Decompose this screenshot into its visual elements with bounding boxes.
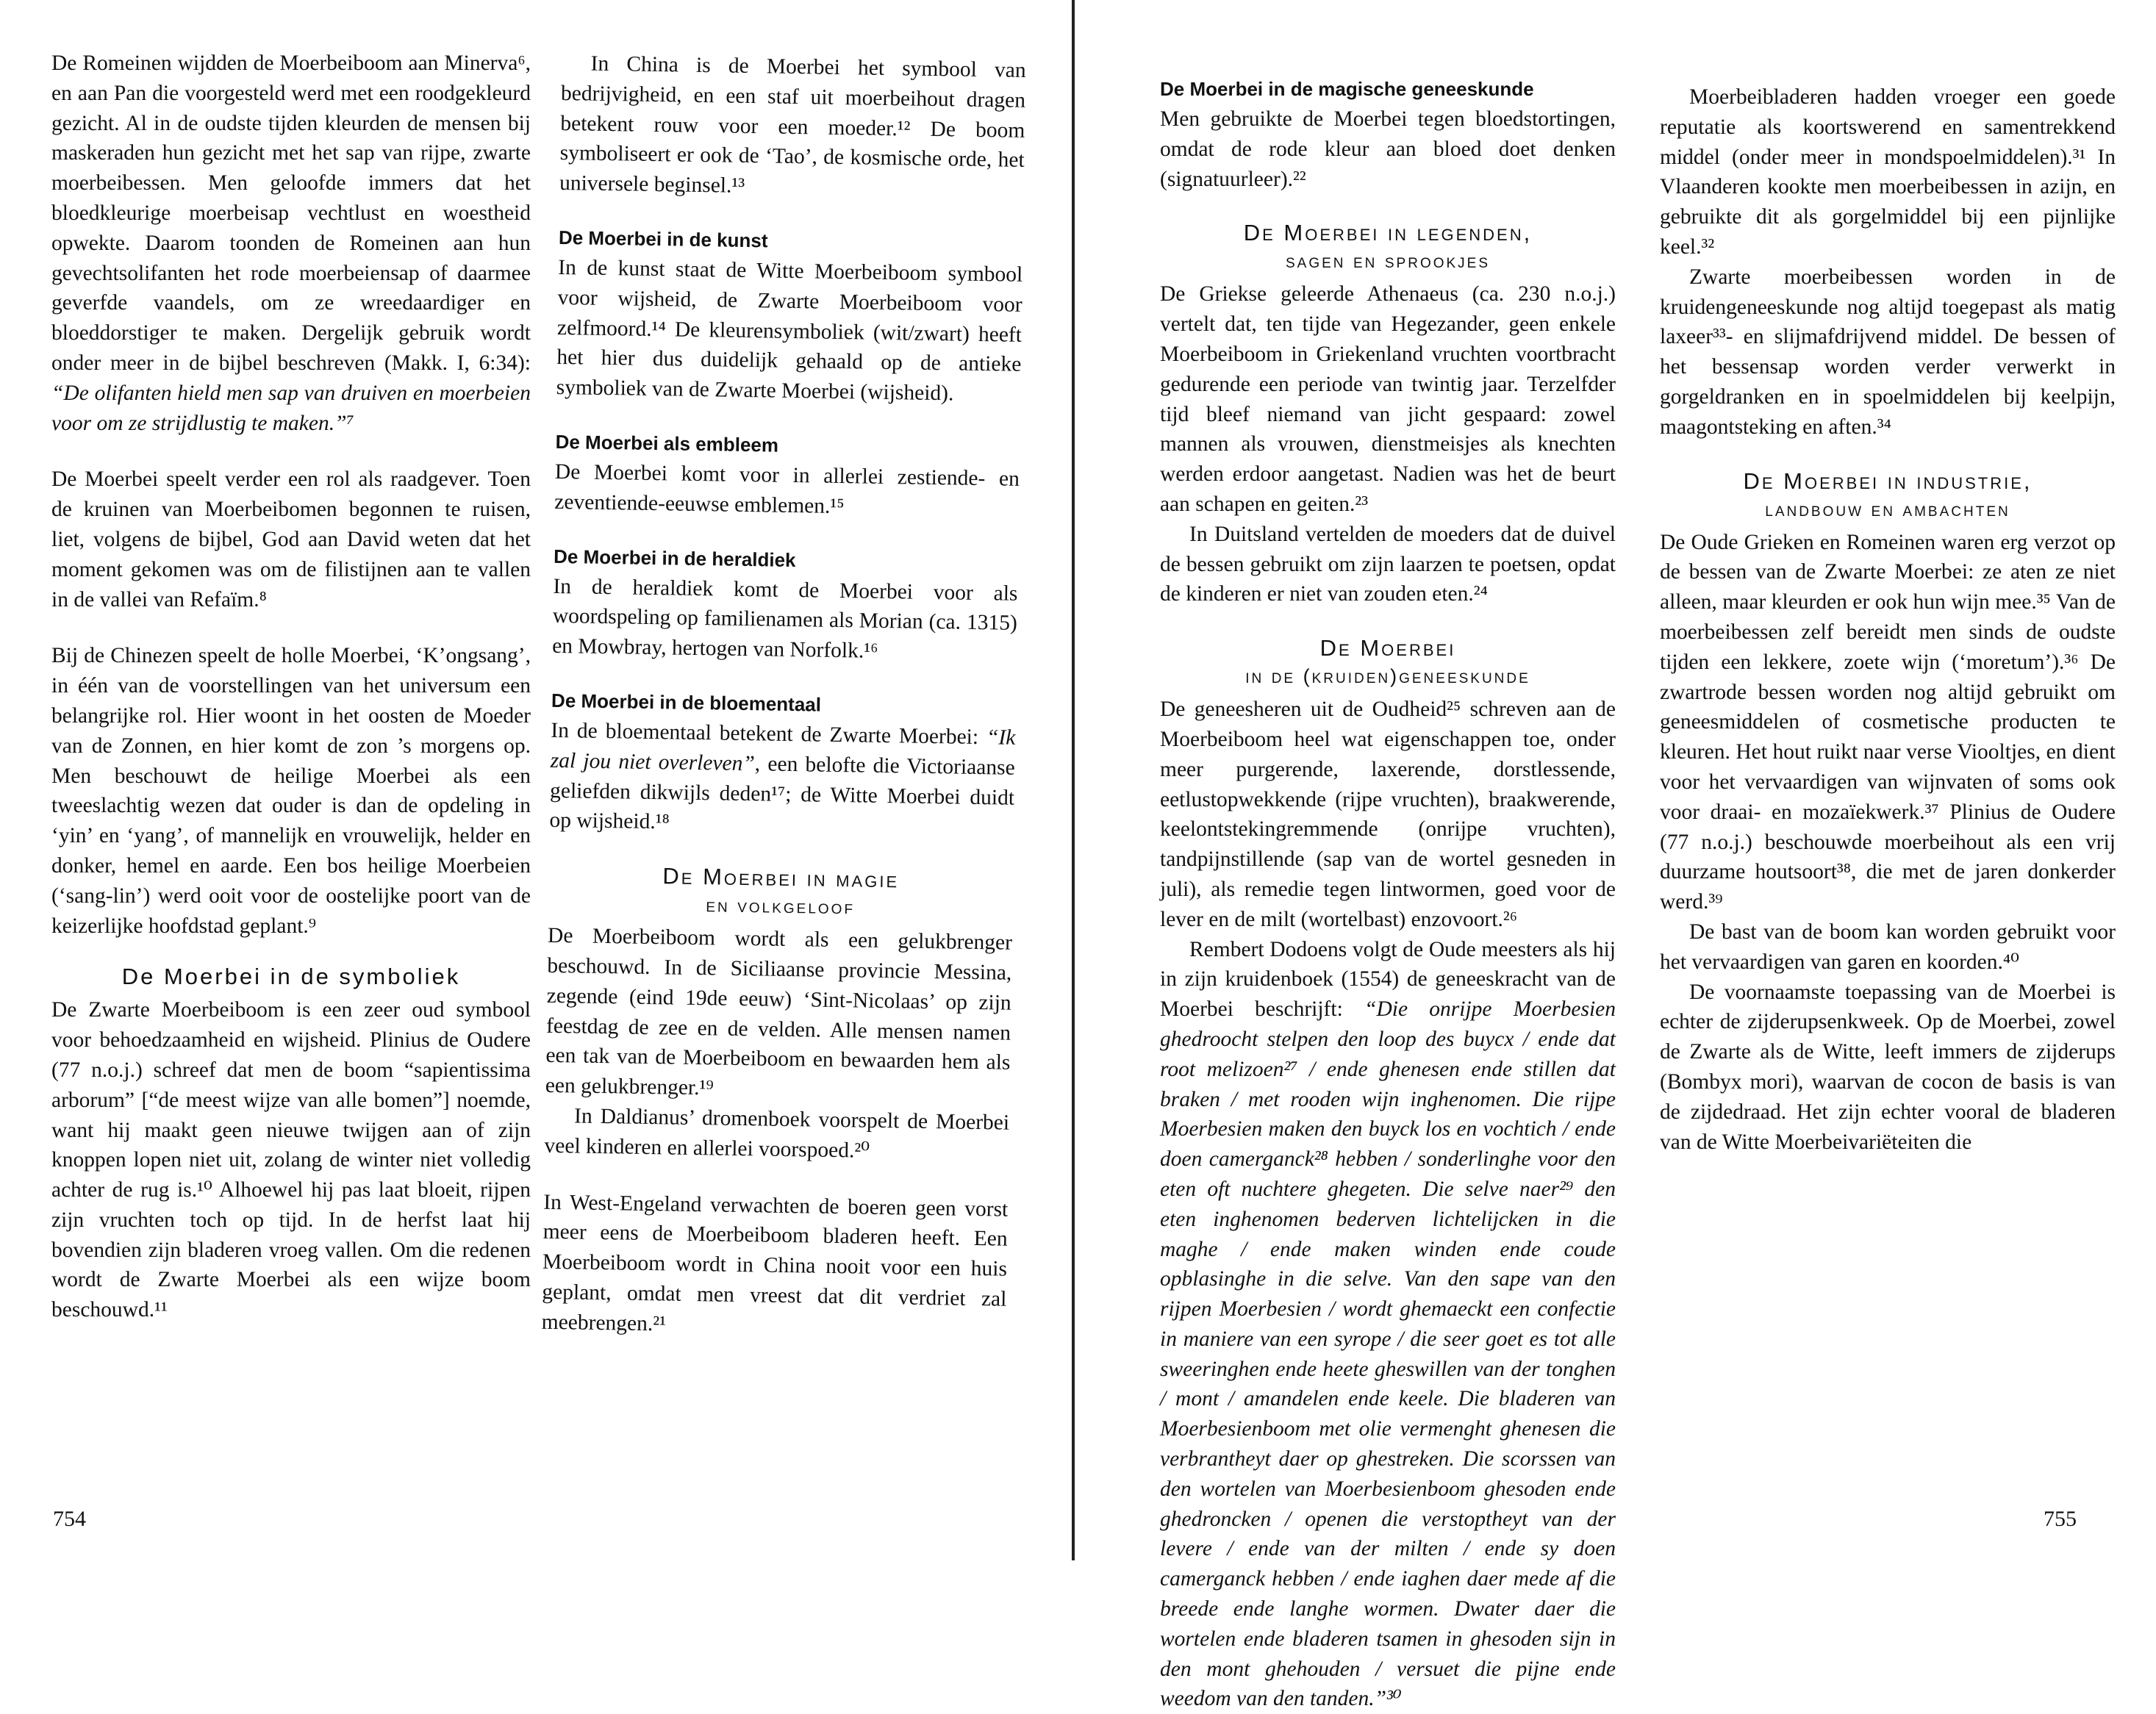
paragraph: In de bloementaal betekent de Zwarte Moerbei: “Ik zal jou niet overleven”, een belofte die Victoriaanse geliefden dikwijls deden¹⁷; de Witte Moerbei duidt op wijsheid.¹⁸	[549, 718, 1016, 834]
section-heading-geneeskunde: De Moerbei in de (kruiden)geneeskunde	[1245, 635, 1530, 688]
paragraph: De Romeinen wijdden de Moerbeiboom aan Minerva⁶, en aan Pan die voorgesteld werd met een roodgekleurd gezicht. Al in de oudste tijden kleurden de mensen bij maskeraden hun gezicht met het sap van rijpe, zwarte moerbeibessen. Men geloofde immers dat het bloedkleurige moerbeisap vechtlust en woestheid opwekte. Daarom toonden de Romeinen aan hun gevechtsolifanten het rode moerbeiensap of daarmee geverfde vaandels, om ze wreedaardiger en bloeddorstiger te maken. Dergelijk gebruik wordt onder meer in de bijbel beschreven (Makk. I, 6:34): “De olifanten hield men sap van druiven en moerbeien voor om ze strijdlustig te maken.”⁷	[51, 51, 531, 435]
subheading-embleem: De Moerbei als embleem	[555, 430, 779, 456]
paragraph: In de heraldiek komt de Moerbei voor als woordspeling op familienamen als Morian (ca. 1315) en Mowbray, hertogen van Norfolk.¹⁶	[551, 574, 1018, 664]
paragraph: De bast van de boom kan worden gebruikt voor het vervaardigen van garen en koorden.⁴⁰	[1660, 919, 2116, 974]
paragraph: Moerbeibladeren hadden vroeger een goede reputatie als koortswerend en samentrekkend middel (onder meer in mondspoelmiddelen).³¹ In Vlaanderen kookte men moerbeibessen in azijn, en gebruikte dit als gorgelmiddel bij een pijnlijke keel.³²	[1660, 85, 2116, 259]
subheading-magische-geneeskunde: De Moerbei in de magische geneeskunde	[1160, 78, 1534, 100]
page-number-right: 755	[2044, 1507, 2077, 1531]
left-page-column-1	[51, 49, 531, 1325]
paragraph: De Moerbei komt voor in allerlei zestiende- en zeventiende-eeuwse emblemen.¹⁵	[554, 459, 1020, 518]
paragraph: Bij de Chinezen speelt de holle Moerbei, ‘K’ongsang’, in één van de voorstellingen van het universum een belangrijke rol. Hier woont in het oosten de Moeder van de Zonnen, en hier komt de zon ’s morgens op. Men beschouwt de heilige Moerbei als een tweeslachtig wezen dat ouder is dan de opdeling in ‘yin’ en ‘yang’, of mannelijk en vrouwelijk, helder en donker, hemel en aarde. Een bos heilige Moerbeien (‘sang-lin’) werd ooit voor de oostelijke poort van de keizerlijke hoofdstad geplant.⁹	[51, 644, 531, 938]
subheading-bloementaal: De Moerbei in de bloementaal	[551, 689, 822, 716]
paragraph: De Moerbeiboom wordt als een gelukbrenger beschouwd. In de Siciliaanse provincie Messina, zegende (eind 19de eeuw) ‘Sint-Nicolaas’ op zijn feestdag de zee en de velden. Alle mensen namen een tak van de Moerbeiboom en bewaarden hem als een gelukbrenger.¹⁹	[545, 923, 1013, 1100]
paragraph: In de kunst staat de Witte Moerbeiboom symbool voor wijsheid, de Zwarte Moerbeiboom voor zelfmoord.¹⁴ De kleurensymboliek (wit/zwart) heeft het hier dus duidelijk gehaald op de antieke symboliek van de Zwarte Moerbei (wijsheid).	[556, 255, 1023, 406]
page-gutter	[1072, 0, 1075, 1560]
paragraph: Zwarte moerbeibessen worden in de kruidengeneeskunde nog altijd toegepast als matig laxeer³³- en slijmafdrijvend middel. De bessen of het bessensap worden verder verwerkt in gorgeldranken en in spoelmiddelen bij keelpijn, maagontsteking en aften.³⁴	[1660, 265, 2116, 439]
paragraph: In Duitsland vertelden de moeders dat de duivel de bessen gebruikt om zijn laarzen te poetsen, opdat de kinderen er niet van zouden eten.²⁴	[1160, 522, 1616, 606]
paragraph: Men gebruikte de Moerbei tegen bloedstortingen, omdat de rode kleur aan bloed doet denken (signatuurleer).²²	[1160, 107, 1616, 191]
paragraph: De Moerbei speelt verder een rol als raadgever. Toen de kruinen van Moerbeibomen begonnen te ruisen, liet, volgens de bijbel, God aan David weten dat het moment gekomen was om de filistijnen aan te vallen in de vallei van Refaïm.⁸	[51, 467, 531, 612]
left-page-column-2	[541, 49, 1025, 1344]
page-number-left: 754	[53, 1507, 86, 1531]
paragraph: In Daldianus’ dromenboek voorspelt de Moerbei veel kinderen en allerlei voorspoed.²⁰	[544, 1104, 1010, 1163]
section-heading-symboliek: De Moerbei in de symboliek	[121, 964, 461, 990]
paragraph: De voornaamste toepassing van de Moerbei is echter de zijderupsenkweek. Op de Moerbei, zowel de Zwarte als de Witte, leeft immers de zijderups (Bombyx mori), waarvan de cocon de basis is van de zijdedraad. Het zijn echter vooral de bladeren van de Witte Moerbeivariëteiten die	[1660, 980, 2116, 1154]
paragraph: In West-Engeland verwachten de boeren geen vorst meer eens de Moerbeiboom bladeren heeft. Een Moerbeiboom wordt in China nooit voor een huis geplant, omdat men vreest dat dit verdriet zal meebrengen.²¹	[541, 1190, 1009, 1336]
right-page-column-2	[1660, 82, 2116, 1157]
section-heading-legenden: De Moerbei in legenden, sagen en sprookjes	[1243, 220, 1533, 273]
paragraph: De geneesheren uit de Oudheid²⁵ schreven aan de Moerbeiboom heel wat eigenschappen toe, onder meer purgerende, laxerende, dorstlessende, eetlustopwekkende (rijpe vruchten), braakwerende, keelontstekingremmende (onrijpe vruchten), tandpijnstillende (sap van de wortel gesneden in juli), als remedie tegen lintwormen, goed voor de lever en de milt (wortelbast) enzovoort.²⁶	[1160, 698, 1616, 931]
section-heading-magie: De Moerbei in magie en volkgeloof	[662, 863, 900, 919]
subheading-heraldiek: De Moerbei in de heraldiek	[553, 545, 796, 571]
subheading-kunst: De Moerbei in de kunst	[558, 226, 768, 252]
section-heading-industrie: De Moerbei in industrie, landbouw en ambachten	[1743, 467, 2033, 520]
paragraph: De Oude Grieken en Romeinen waren erg verzot op de bessen van de Zwarte Moerbei: ze aten ze niet alleen, maar kleurden er ook hun wijn mee.³⁵ Van de moerbeibessen zelf bereidt men sinds de oudste tijden een lekkere, zoete wijn (‘moretum’).³⁶ De zwartrode bessen worden nog altijd gebruikt om geneesmiddelen of cosmetische producten te kleuren. Het hout ruikt naar verse Viooltjes, en dient voor het vervaardigen van wijnvaten of soms ook voor draai- en mozaïekwerk.³⁷ Plinius de Oudere (77 n.o.j.) beschouwde moerbeihout als een vrij duurzame houtsoort³⁸, die met de jaren donkerder werd.³⁹	[1660, 530, 2116, 914]
paragraph: Rembert Dodoens volgt de Oude meesters als hij in zijn kruidenboek (1554) de geneeskracht van de Moerbei beschrijft: “Die onrijpe Moerbesien ghedroocht stelpen den loop des buycx / ende dat root melizoen²⁷ / ende ghenesen ende stillen dat braken / met rooden wijn inghenomen. Die rijpe Moerbesien maken den buyck los en vochtich / ende doen camerganck²⁸ hebben / sonderlinghe voor den eten oft nuchtere ghegeten. Die selve naer²⁹ den eten inghenomen bederven lichtelijcken in die maghe / ende maken winden ende coude opblasinghe in die selve. Van den sape van den rijpen Moerbesien / wordt ghemaeckt een confectie in maniere van een syrope / die seer goet es tot alle sweeringhen ende heete gheswillen van der tonghen / mont / amandelen ende keele. Die bladeren van Moerbesienboom met olie vermenght ghenesen die verbrantheyt daer op ghestreken. Die scorssen van den wortelen van Moerbesienboom ghesoden ende ghedroncken / openen die verstoptheyt van der levere / ende van der milten / ende sy doen camerganck hebben / ende iaghen daer mede af die breede ende langhe wormen. Dwater daer die wortelen ende bladeren tsamen in ghesoden sijn in den mont ghehouden / versuet die pijne ende weedom van den tanden.”³⁰	[1160, 937, 1616, 1711]
paragraph: De Zwarte Moerbeiboom is een zeer oud symbool voor behoedzaamheid en wijsheid. Plinius de Oudere (77 n.o.j.) schreef dat men de boom “sapientissima arborum” [“de meest wijze van alle bomen”] noemde, want hij maakt geen nieuwe twijgen aan of zijn knoppen lopen niet uit, zolang de winter niet volledig achter de rug is.¹⁰ Alhoewel hij pas laat bloeit, rijpen zijn vruchten toch op tijd. In de herfst laat hij bovendien zijn bladeren vroeg vallen. Om die redenen wordt de Zwarte Moerbei als een wijze boom beschouwd.¹¹	[51, 998, 531, 1322]
right-page-column-1	[1160, 76, 1616, 1714]
paragraph: De Griekse geleerde Athenaeus (ca. 230 n.o.j.) vertelt dat, ten tijde van Hegezander, geen enkele Moerbeiboom in Griekenland vruchten voortbracht gedurende een periode van twintig jaar. Terzelfder tijd bleef niemand van jicht gespaard: zowel mannen als vrouwen, dienstmeisjes als knechten werden erdoor aangetast. Nadien was het de beurt aan schapen en geiten.²³	[1160, 282, 1616, 516]
paragraph: In China is de Moerbei het symbool van bedrijvigheid, en een staf uit moerbeihout dragen betekent rouw voor een moeder.¹² De boom symboliseert er ook de ‘Tao’, de kosmische orde, het universele beginsel.¹³	[559, 51, 1026, 198]
